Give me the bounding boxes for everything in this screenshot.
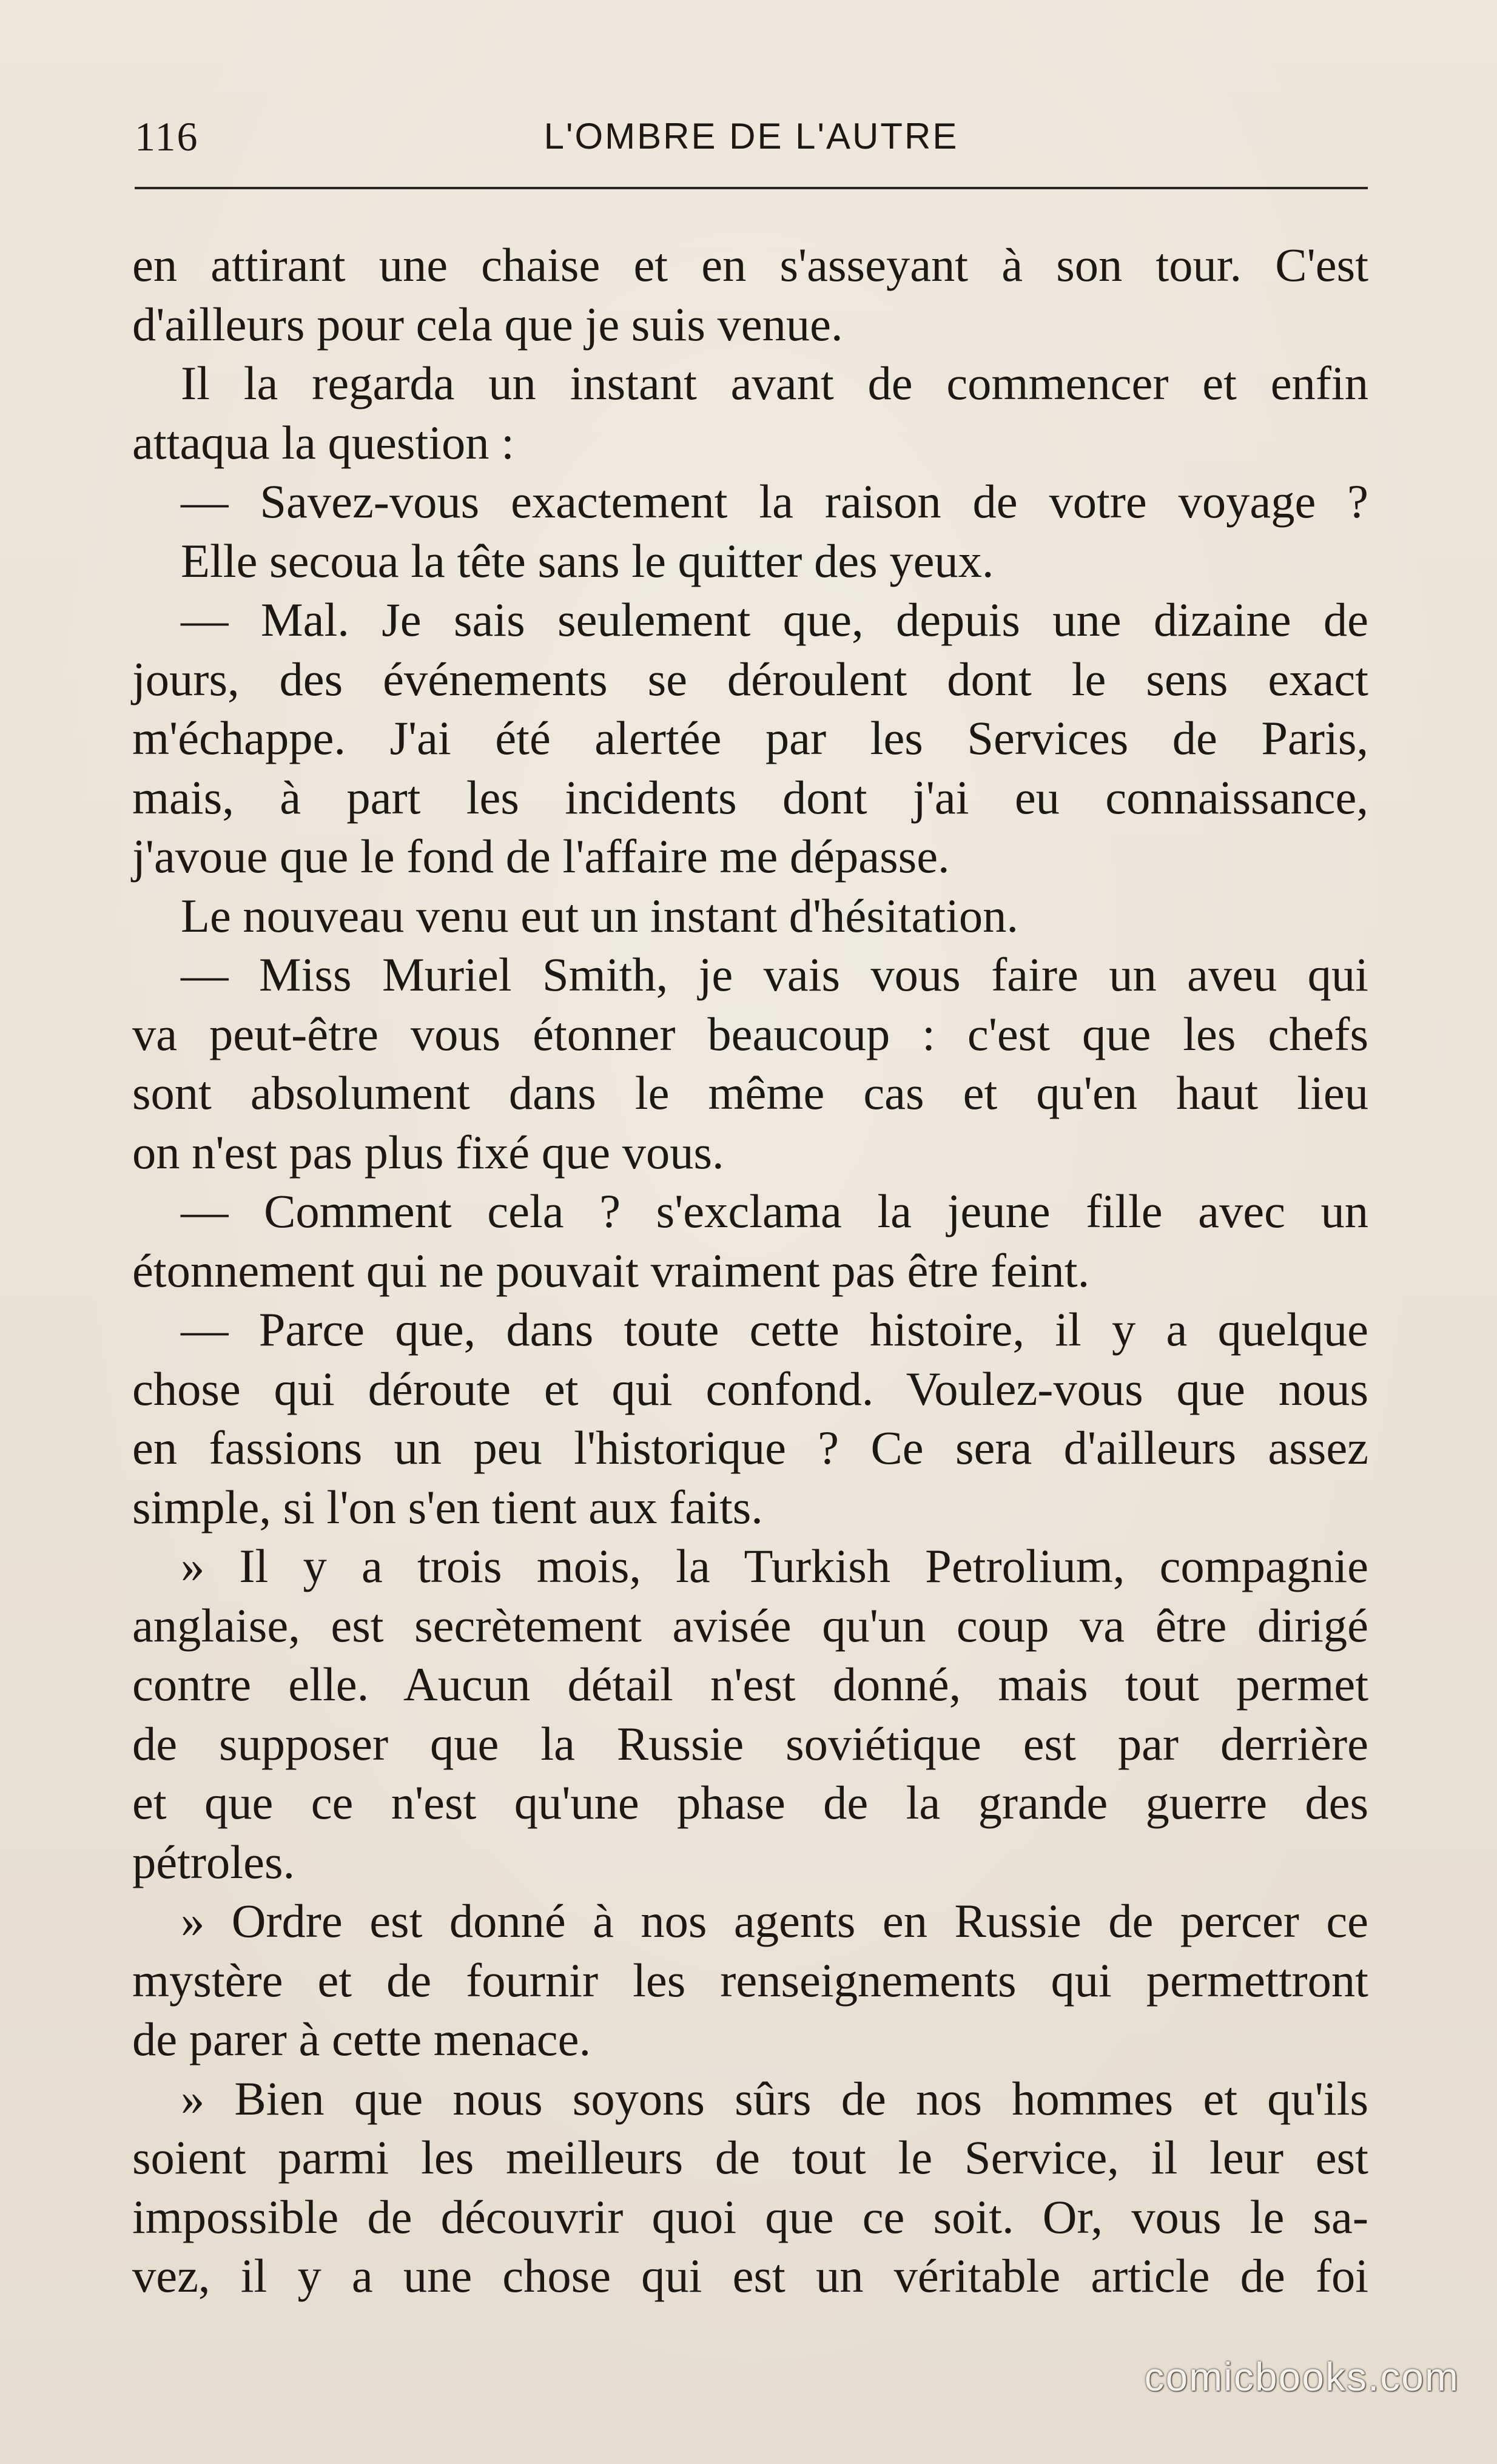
text-line: » Il y a trois mois, la Turkish Petrolium, compagnie: [181, 1540, 1368, 1592]
text-line: Elle secoua la tête sans le quitter des yeux.: [181, 534, 994, 587]
page-header: [135, 109, 1368, 164]
text-line: — Savez-vous exactement la raison de votre voyage ?: [181, 475, 1368, 528]
text-line: Il la regarda un instant avant de commencer et enfin: [181, 357, 1368, 409]
page-number: 116: [135, 113, 199, 160]
text-line: anglaise, est secrètement avisée qu'un coup va être dirigé: [132, 1598, 1368, 1652]
text-line: contre elle. Aucun détail n'est donné, mais tout permet: [132, 1658, 1368, 1711]
text-line: m'échappe. J'ai été alertée par les Services de Paris,: [132, 712, 1368, 764]
text-line: — Miss Muriel Smith, je vais vous faire un aveu qui: [181, 948, 1368, 1001]
text-line: pétroles.: [132, 1835, 295, 1888]
text-line: chose qui déroute et qui confond. Voulez-vous que nous: [132, 1362, 1368, 1415]
text-line: » Bien que nous soyons sûrs de nos hommes et qu'ils: [181, 2072, 1368, 2125]
text-line: — Mal. Je sais seulement que, depuis une dizaine de: [181, 593, 1368, 646]
text-line: en attirant une chaise et en s'asseyant à son tour. C'est: [132, 238, 1368, 291]
text-line: soient parmi les meilleurs de tout le Service, il leur est: [132, 2131, 1368, 2184]
text-line: de supposer que la Russie soviétique est par derrière: [132, 1717, 1368, 1770]
watermark: comicbooks.com: [1144, 2354, 1459, 2399]
text-line: simple, si l'on s'en tient aux faits.: [132, 1480, 763, 1533]
text-line: étonnement qui ne pouvait vraiment pas être feint.: [132, 1244, 1090, 1297]
text-line: va peut-être vous étonner beaucoup : c'est que les chefs: [132, 1007, 1368, 1060]
text-line: et que ce n'est qu'une phase de la grande guerre des: [132, 1776, 1368, 1829]
text-line: d'ailleurs pour cela que je suis venue.: [132, 297, 843, 351]
running-title: L'OMBRE DE L'AUTRE: [543, 116, 959, 157]
header-rule: [135, 187, 1368, 189]
text-line: » Ordre est donné à nos agents en Russie de percer ce: [181, 1894, 1368, 1947]
text-line: — Comment cela ? s'exclama la jeune fille avec un: [181, 1185, 1368, 1237]
text-line: — Parce que, dans toute cette histoire, il y a quelque: [181, 1303, 1368, 1356]
text-line: mais, à part les incidents dont j'ai eu connaissance,: [132, 770, 1368, 824]
body-text: [132, 235, 1368, 2306]
text-line: en fassions un peu l'historique ? Ce sera d'ailleurs assez: [132, 1421, 1368, 1474]
text-line: vez, il y a une chose qui est un véritable article de foi: [132, 2249, 1368, 2302]
text-line: mystère et de fournir les renseignements qui permettront: [132, 1953, 1368, 2007]
text-line: on n'est pas plus fixé que vous.: [132, 1125, 724, 1179]
text-line: de parer à cette menace.: [132, 2013, 591, 2065]
text-line: Le nouveau venu eut un instant d'hésitation.: [181, 889, 1019, 942]
text-line: impossible de découvrir quoi que ce soit. Or, vous le sa-: [132, 2190, 1368, 2243]
text-line: jours, des événements se déroulent dont le sens exact: [132, 652, 1368, 705]
text-line: sont absolument dans le même cas et qu'en haut lieu: [132, 1066, 1368, 1119]
text-line: attaqua la question :: [132, 416, 514, 469]
text-line: j'avoue que le fond de l'affaire me dépasse.: [132, 830, 950, 883]
